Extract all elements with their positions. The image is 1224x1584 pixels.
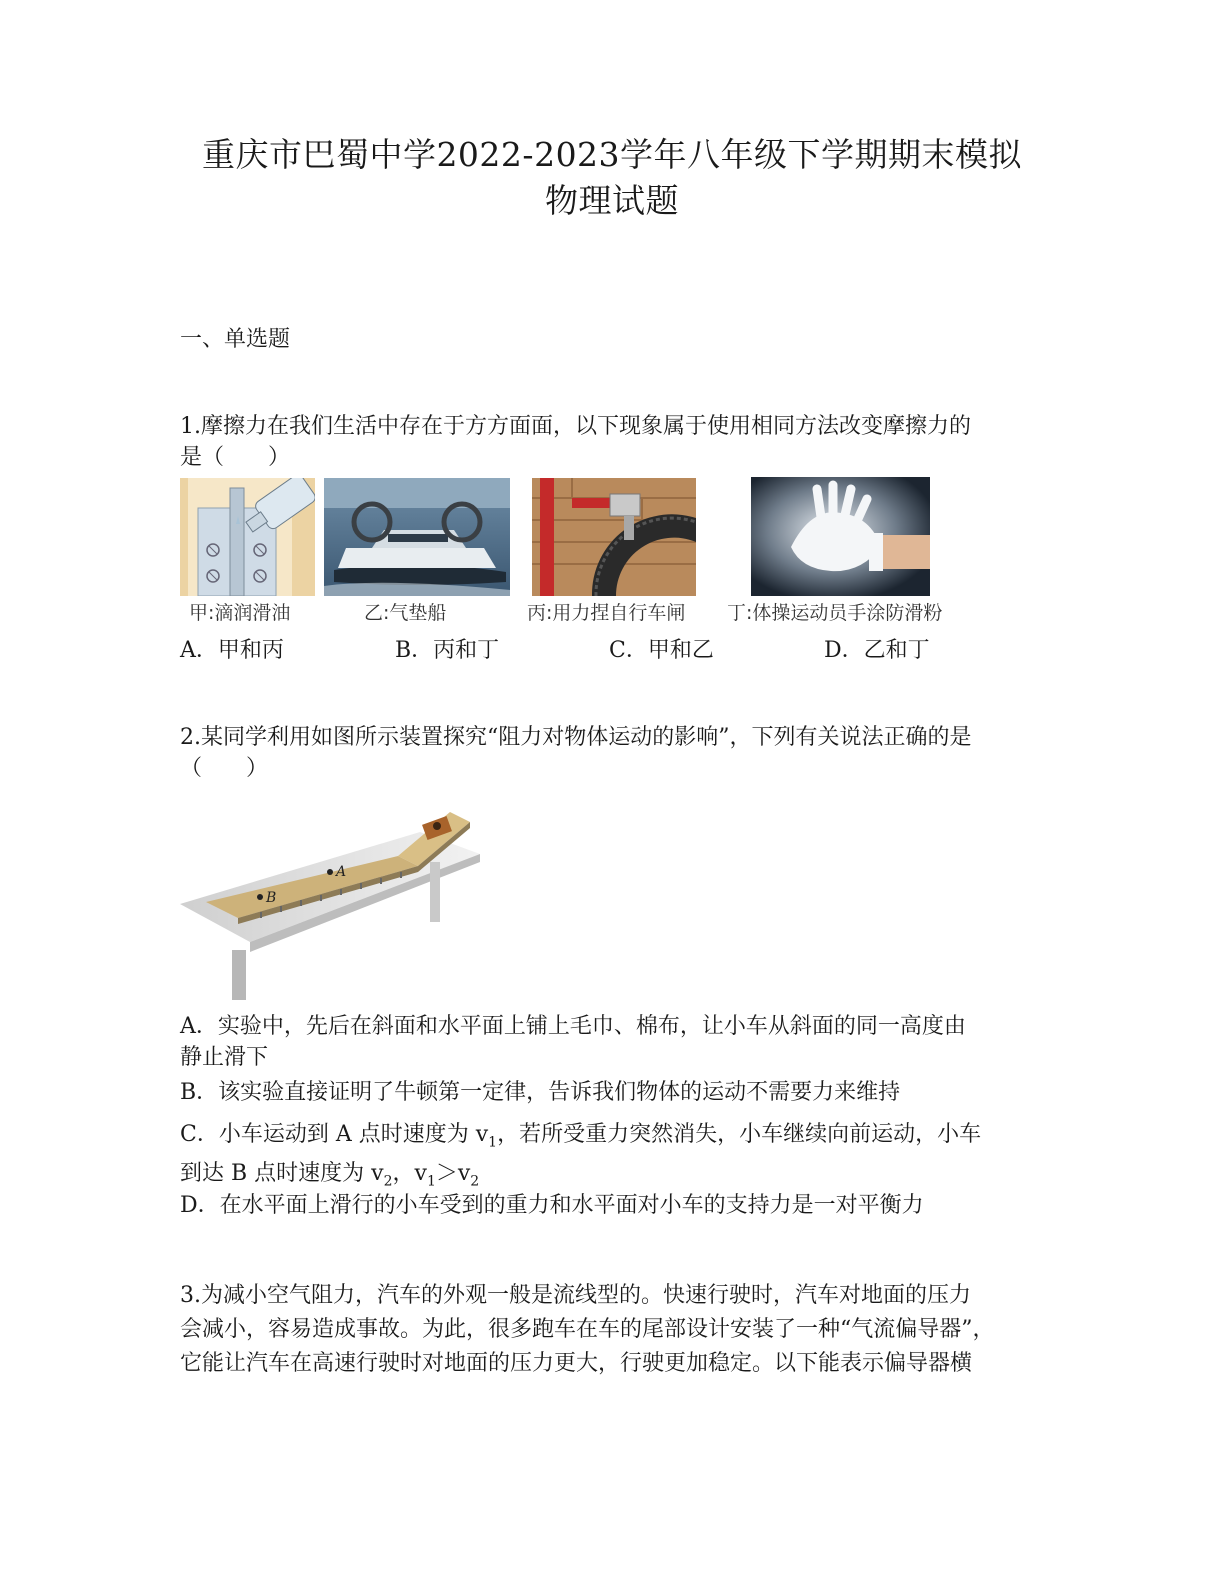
question-1-option-d[interactable]: D．乙和丁 <box>824 638 930 663</box>
point-a-label: A <box>336 864 347 880</box>
point-b-label: B <box>266 890 277 906</box>
question-2-line-2: （ ） <box>180 756 269 781</box>
question-2-option-a[interactable] <box>180 1011 1050 1073</box>
option-c-sub-2: 2 <box>383 1173 393 1190</box>
option-c-text-3: 到达 B 点时速度为 v <box>180 1161 384 1187</box>
question-2-option-d[interactable]: D．在水平面上滑行的小车受到的重力和水平面对小车的支持力是一对平衡力 <box>180 1193 924 1218</box>
image-bike-brake <box>532 478 696 596</box>
section-heading: 一、单选题 <box>180 327 291 352</box>
image-chalk-hands <box>751 477 930 596</box>
caption-ding: 丁:体操运动员手涂防滑粉 <box>727 602 943 624</box>
option-c-sub-1: 1 <box>488 1134 498 1151</box>
option-c-text-4: ，v <box>392 1161 427 1187</box>
option-c-text-1: C．小车运动到 A 点时速度为 v <box>180 1122 489 1147</box>
caption-bing: 丙:用力捏自行车闸 <box>527 602 686 624</box>
image-incline-experiment <box>180 792 480 1000</box>
question-2-line-1: 2.某同学利用如图所示装置探究“阻力对物体运动的影响”，下列有关说法正确的是 <box>180 725 972 750</box>
question-2-option-c[interactable] <box>180 1119 1050 1198</box>
image-oil-hinge <box>180 478 315 596</box>
question-2-stem <box>180 722 1050 784</box>
question-1-line-1: 1.摩擦力在我们生活中存在于方方面面，以下现象属于使用相同方法改变摩擦力的 <box>180 414 971 439</box>
option-a-line-1: A．实验中，先后在斜面和水平面上铺上毛巾、棉布，让小车从斜面的同一高度由 <box>180 1014 966 1039</box>
title-line-1: 重庆市巴蜀中学2022-2023学年八年级下学期期末模拟 <box>201 135 1023 174</box>
question-2-option-b[interactable]: B．该实验直接证明了牛顿第一定律，告诉我们物体的运动不需要力来维持 <box>180 1080 901 1105</box>
option-c-text-2: ，若所受重力突然消失，小车继续向前运动，小车 <box>497 1122 982 1147</box>
question-1-line-2: 是（ ） <box>180 445 291 470</box>
question-1-stem <box>180 411 1050 473</box>
option-a-line-2: 静止滑下 <box>180 1045 269 1070</box>
question-1-option-c[interactable]: C．甲和乙 <box>609 638 714 663</box>
caption-yi: 乙:气垫船 <box>364 602 447 624</box>
question-1-option-b[interactable]: B．丙和丁 <box>395 638 500 663</box>
option-c-sub-3: 1 <box>426 1173 436 1190</box>
document-title <box>170 132 1054 224</box>
option-c-line-1 <box>180 1119 1050 1158</box>
option-c-text-5: ＞v <box>435 1161 471 1187</box>
image-hovercraft <box>324 478 510 596</box>
option-c-sub-4: 2 <box>470 1173 480 1190</box>
question-3-stem <box>180 1279 1050 1381</box>
title-line-2: 物理试题 <box>545 181 679 220</box>
question-3-line-2: 会减小，容易造成事故。为此，很多跑车在车的尾部设计安装了一种“气流偏导器”， <box>180 1317 995 1342</box>
caption-jia: 甲:滴润滑油 <box>189 602 291 624</box>
question-3-line-3: 它能让汽车在高速行驶时对地面的压力更大，行驶更加稳定。以下能表示偏导器横 <box>180 1351 973 1376</box>
question-1-option-a[interactable]: A．甲和丙 <box>180 638 284 663</box>
question-3-line-1: 3.为减小空气阻力，汽车的外观一般是流线型的。快速行驶时，汽车对地面的压力 <box>180 1283 971 1308</box>
